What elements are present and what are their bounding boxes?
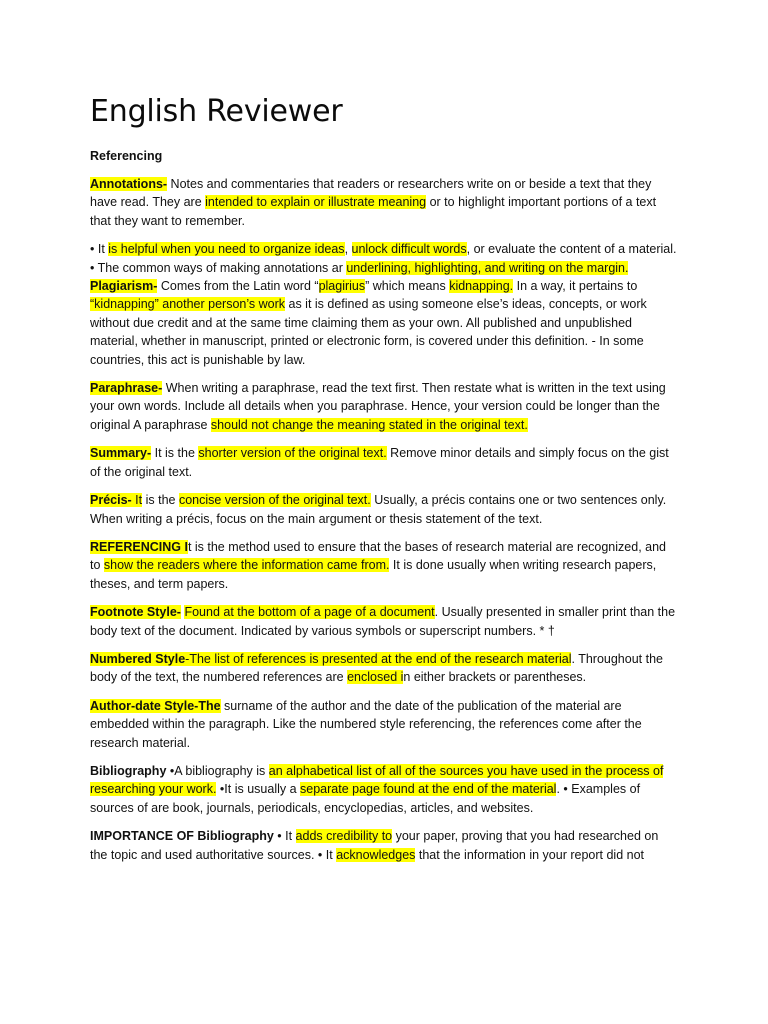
term-numbered-style: Numbered Style [90,651,186,666]
highlight: is helpful when you need to organize ideas [108,242,345,257]
highlight: Found at the bottom of a page of a document [184,605,435,620]
text: . Throughout the body of the text, the numbered references are [90,651,663,685]
paragraph-annotations [90,175,678,230]
text: When writing a paraphrase, read the text first. Then restate what is written in the text using your own words. Include all details when you paraphrase. Hence, your version could be longer than the original A paraphrase [90,381,666,432]
highlight: should not change the meaning stated in the original text. [210,417,528,432]
text: Remove minor details and simply focus on the gist of the original text. [90,446,669,479]
text: . • Examples of sources of are book, journals, periodicals, encyclopedias, articles, and websites. [90,782,641,815]
paragraph-footnote-style [90,603,678,640]
highlight: concise version of the original text. [178,493,371,508]
paragraph-referencing [90,538,678,593]
term-footnote-style: Footnote Style- [90,605,181,620]
term-plagiarism: Plagiarism- [90,279,158,294]
paragraph-plagiarism [90,277,678,369]
term-referencing: REFERENCING I [90,539,188,554]
text: t is the method used to ensure that the bases of research material are recognized, and to [90,539,666,573]
text: ” which means [365,279,450,294]
text: In a way, it pertains to [513,279,638,294]
text: It is the [151,446,199,461]
text: • It [273,829,296,844]
text: Usually, a précis contains one or two sentences only. When writing a précis, focus on the main argument or thesis statement of the text. [90,493,667,526]
text: Comes from the Latin word “ [157,279,319,294]
text: It is done usually when writing research papers, theses, and term papers. [90,558,657,591]
term-bibliography: Bibliography [90,763,167,778]
text: . Usually presented in smaller print than the body text of the document. Indicated by various symbols or superscript numbers. * † [90,605,676,638]
text: •A bibliography is [166,763,269,778]
highlight: “kidnapping” another person’s work [90,297,286,312]
text: surname of the author and the date of the publication of the material are embedded within the paragraph. Like the numbered style referencing, the references come after the research material. [90,698,642,750]
term-summary: Summary- [90,446,152,461]
term-annotations: Annotations- [90,177,168,191]
term-importance-of-bibliography: IMPORTANCE OF Bibliography [90,829,274,844]
highlight: acknowledges [336,847,416,862]
text: • It [90,242,109,257]
highlight: underlining, highlighting, and writing on the margin. [346,260,629,275]
highlight: separate page found at the end of the material [300,782,557,797]
paragraph-paraphrase [90,379,678,434]
text: or to highlight important portions of a text that they want to remember. [90,195,657,228]
text: is the [142,493,179,508]
page-title: English Reviewer [90,94,343,129]
highlight: kidnapping. [449,279,514,294]
section-subheading: Referencing [90,149,163,163]
paragraph-numbered-style [90,650,678,687]
highlight: an alphabetical list of all of the sources you have used in the process of researching your work. [90,763,664,797]
text: , [344,242,352,257]
term-author-date-style: Author-date Style-The [90,698,221,713]
paragraph-importance-of-bibliography [90,827,678,864]
paragraph-author-date-style [90,697,678,752]
text: as it is defined as using someone else’s ideas, concepts, or work without due credit and at the same time claiming them as your own. All published and unpublished material, whether in manuscript, printed or electronic form, is covered under this definition. - In some countries, this act is punishable by law. [90,297,647,367]
text: Notes and commentaries that readers or researchers write on or beside a text that they have read. They are [90,177,652,210]
paragraph-annotations-notes [90,240,678,277]
term-precis: Précis- [90,493,136,508]
highlight: plagirius [318,279,366,294]
paragraph-bibliography [90,762,678,817]
highlight: adds credibility to [295,829,393,844]
highlight: intended to explain or illustrate meaning [205,195,427,210]
text: your paper, proving that you had researched on the topic and used authoritative sources. • It [90,829,659,862]
highlight: show the readers where the information came from. [103,558,390,573]
text: that the information in your report did not [415,847,645,862]
highlight: enclosed i [347,670,404,685]
highlight: It [135,493,143,508]
highlight: -The list of references is presented at the end of the research material [185,651,572,666]
highlight: unlock difficult words [351,242,467,257]
text: •It is usually a [216,782,301,797]
text: , or evaluate the content of a material. • The common ways of making annotations ar [90,242,677,275]
paragraph-summary [90,444,678,481]
paragraph-precis [90,491,678,528]
highlight: shorter version of the original text. [198,446,387,461]
text: n either brackets or parentheses. [403,670,587,685]
term-paraphrase: Paraphrase- [90,381,163,396]
